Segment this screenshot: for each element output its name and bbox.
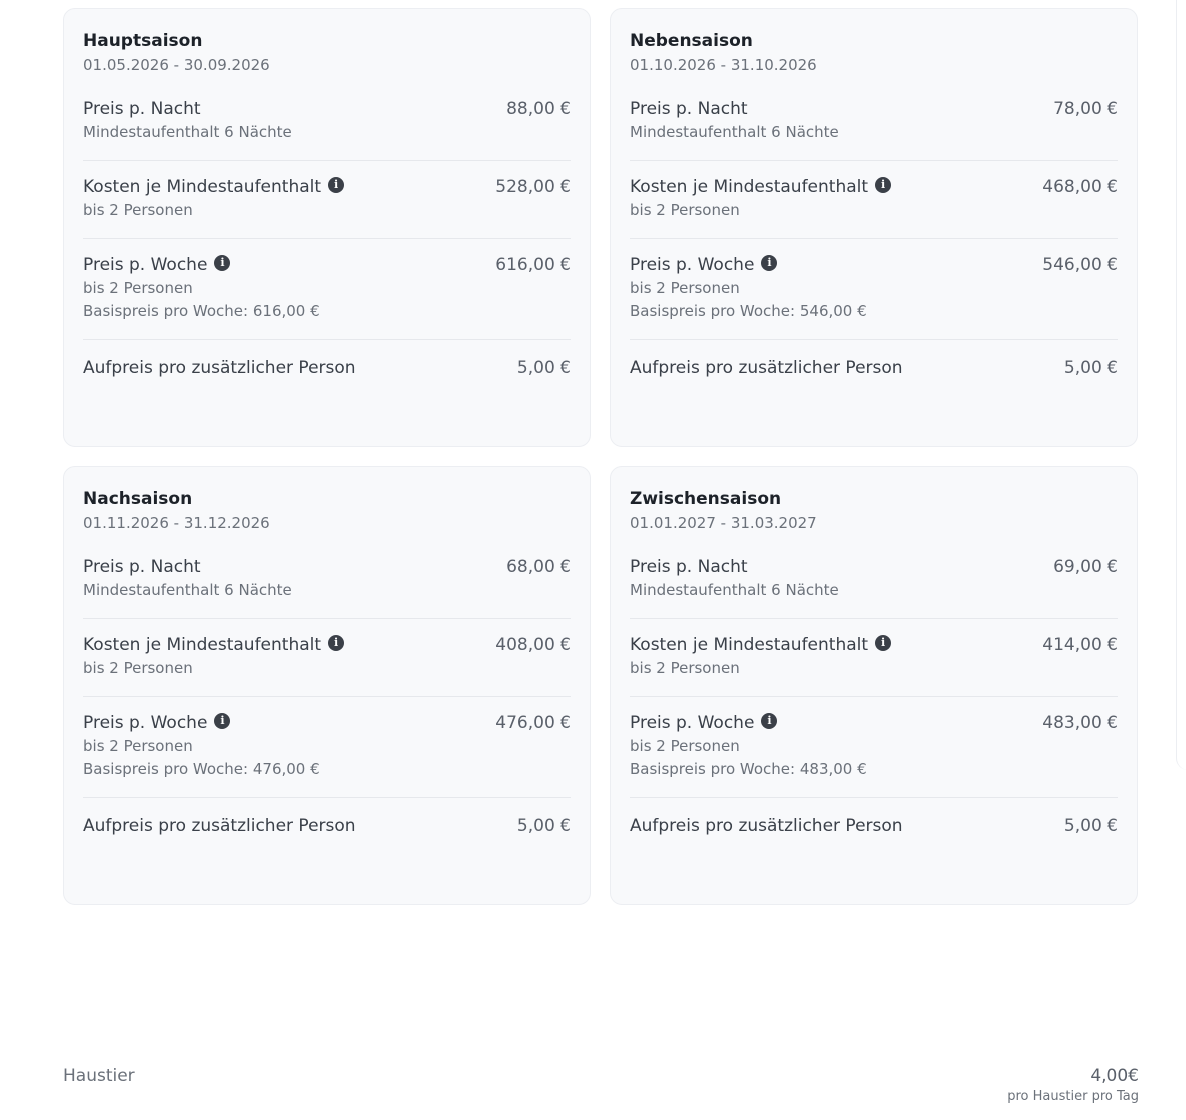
- price-row-night: [630, 97, 1118, 161]
- extra-fee-pet: [63, 1064, 1139, 1106]
- price-label: Preis p. Nacht: [83, 557, 201, 577]
- price-label: Preis p. Woche: [630, 713, 755, 733]
- price-value: 78,00 €: [1053, 99, 1118, 119]
- price-sub: Mindestaufenthalt 6 Nächte: [630, 123, 839, 141]
- price-label: Aufpreis pro zusätzlicher Person: [83, 358, 356, 378]
- pet-unit: pro Haustier pro Tag: [1007, 1089, 1139, 1104]
- season-card-nebensaison: [610, 8, 1138, 447]
- price-basis: Basispreis pro Woche: 483,00 €: [630, 760, 867, 778]
- price-value: 616,00 €: [495, 255, 571, 275]
- price-sub: bis 2 Personen: [83, 201, 193, 219]
- price-value: 468,00 €: [1042, 177, 1118, 197]
- price-sub: bis 2 Personen: [630, 201, 740, 219]
- season-dates: 01.05.2026 - 30.09.2026: [83, 56, 270, 74]
- info-icon[interactable]: i: [761, 713, 777, 729]
- info-icon[interactable]: i: [328, 177, 344, 193]
- season-dates: 01.11.2026 - 31.12.2026: [83, 514, 270, 532]
- price-basis: Basispreis pro Woche: 546,00 €: [630, 302, 867, 320]
- price-value: 476,00 €: [495, 713, 571, 733]
- side-panel-edge: [1176, 0, 1186, 770]
- price-value: 483,00 €: [1042, 713, 1118, 733]
- price-sub: bis 2 Personen: [630, 279, 740, 297]
- season-title: Hauptsaison: [83, 31, 203, 51]
- price-value: 5,00 €: [1063, 816, 1118, 836]
- price-row-min-stay: [83, 161, 571, 239]
- price-label: Preis p. Woche: [630, 255, 755, 275]
- price-row-min-stay: [83, 619, 571, 697]
- info-icon[interactable]: i: [214, 255, 230, 271]
- info-icon[interactable]: i: [875, 177, 891, 193]
- price-value: 5,00 €: [1063, 358, 1118, 378]
- price-row-week: [630, 697, 1118, 798]
- price-row-extra-person: [83, 340, 571, 380]
- info-icon[interactable]: i: [761, 255, 777, 271]
- price-label: Preis p. Woche: [83, 713, 208, 733]
- price-row-min-stay: [630, 161, 1118, 239]
- price-row-min-stay: [630, 619, 1118, 697]
- price-basis: Basispreis pro Woche: 476,00 €: [83, 760, 320, 778]
- price-sub: bis 2 Personen: [83, 279, 193, 297]
- price-label: Kosten je Mindestaufenthalt: [630, 635, 869, 655]
- price-row-night: [630, 555, 1118, 619]
- price-label: Preis p. Nacht: [83, 99, 201, 119]
- price-label: Kosten je Mindestaufenthalt: [630, 177, 869, 197]
- price-row-extra-person: [630, 340, 1118, 380]
- info-icon[interactable]: i: [214, 713, 230, 729]
- price-row-night: [83, 97, 571, 161]
- price-value: 408,00 €: [495, 635, 571, 655]
- season-card-hauptsaison: [63, 8, 591, 447]
- price-row-week: [83, 697, 571, 798]
- price-label: Preis p. Nacht: [630, 99, 748, 119]
- info-icon[interactable]: i: [328, 635, 344, 651]
- price-basis: Basispreis pro Woche: 616,00 €: [83, 302, 320, 320]
- price-value: 528,00 €: [495, 177, 571, 197]
- price-sub: bis 2 Personen: [630, 659, 740, 677]
- price-value: 5,00 €: [516, 358, 571, 378]
- price-label: Preis p. Woche: [83, 255, 208, 275]
- price-sub: bis 2 Personen: [83, 659, 193, 677]
- season-card-nachsaison: [63, 466, 591, 905]
- price-value: 414,00 €: [1042, 635, 1118, 655]
- price-value: 69,00 €: [1053, 557, 1118, 577]
- season-title: Nebensaison: [630, 31, 753, 51]
- price-label: Kosten je Mindestaufenthalt: [83, 635, 322, 655]
- price-value: 88,00 €: [506, 99, 571, 119]
- season-dates: 01.10.2026 - 31.10.2026: [630, 56, 817, 74]
- season-title: Zwischensaison: [630, 489, 782, 509]
- price-label: Preis p. Nacht: [630, 557, 748, 577]
- price-sub: bis 2 Personen: [83, 737, 193, 755]
- price-sub: bis 2 Personen: [630, 737, 740, 755]
- price-sub: Mindestaufenthalt 6 Nächte: [630, 581, 839, 599]
- pet-price-block: [1007, 1064, 1139, 1106]
- price-value: 68,00 €: [506, 557, 571, 577]
- price-label: Aufpreis pro zusätzlicher Person: [630, 358, 903, 378]
- pet-price: 4,00€: [1090, 1066, 1139, 1086]
- season-title: Nachsaison: [83, 489, 193, 509]
- season-grid: [63, 8, 1139, 905]
- price-row-week: [83, 239, 571, 340]
- season-dates: 01.01.2027 - 31.03.2027: [630, 514, 817, 532]
- price-row-night: [83, 555, 571, 619]
- info-icon[interactable]: i: [875, 635, 891, 651]
- price-label: Aufpreis pro zusätzlicher Person: [83, 816, 356, 836]
- price-row-extra-person: [630, 798, 1118, 838]
- price-value: 5,00 €: [516, 816, 571, 836]
- price-value: 546,00 €: [1042, 255, 1118, 275]
- price-label: Aufpreis pro zusätzlicher Person: [630, 816, 903, 836]
- price-label: Kosten je Mindestaufenthalt: [83, 177, 322, 197]
- price-sub: Mindestaufenthalt 6 Nächte: [83, 123, 292, 141]
- pet-label: Haustier: [63, 1066, 135, 1086]
- price-row-extra-person: [83, 798, 571, 838]
- price-row-week: [630, 239, 1118, 340]
- price-sub: Mindestaufenthalt 6 Nächte: [83, 581, 292, 599]
- season-card-zwischensaison: [610, 466, 1138, 905]
